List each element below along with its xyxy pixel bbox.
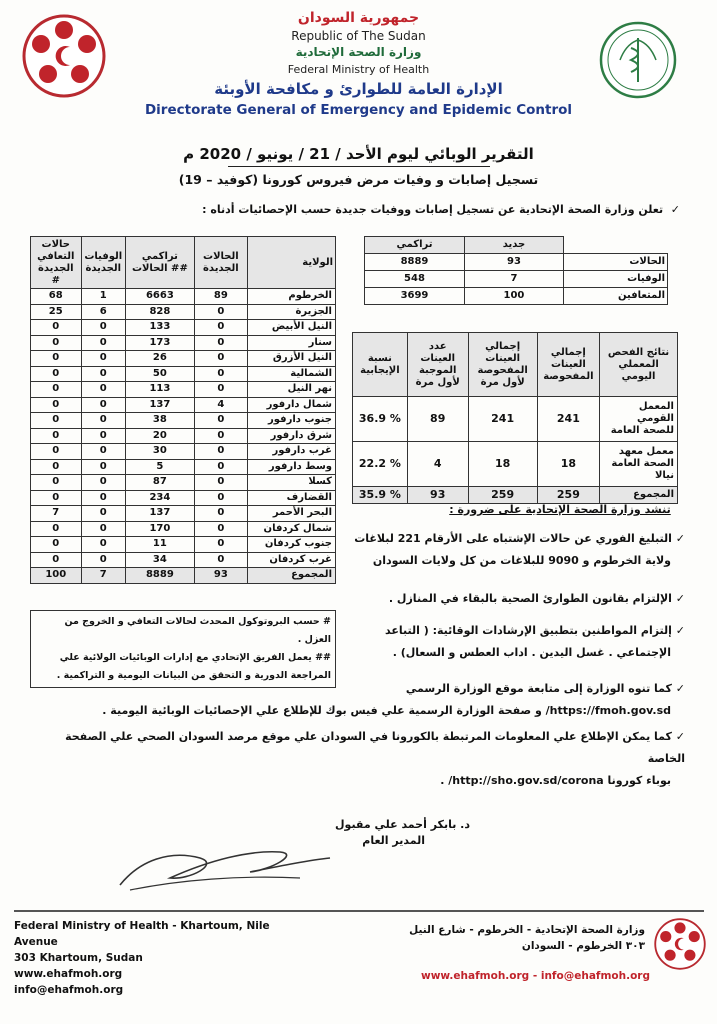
summary-cell-total: 8889	[365, 254, 465, 271]
lab-cell-positive: 89	[407, 397, 468, 442]
cell-new-deaths: 0	[81, 459, 126, 475]
advice-item	[40, 620, 685, 664]
summary-cell-new: 93	[464, 254, 563, 271]
cell-new-deaths: 6	[81, 304, 126, 320]
cell-total-cases: 173	[126, 335, 195, 351]
cell-state: وسط دارفور	[247, 459, 335, 475]
cell-total-cases: 38	[126, 413, 195, 429]
table-row	[31, 428, 336, 444]
cell-total-cases: 6663	[126, 289, 195, 305]
summary-cell-total: 3699	[365, 288, 465, 305]
summary-cell-label: المتعافين	[563, 288, 667, 305]
cell-new-deaths: 0	[81, 320, 126, 336]
summary-cell-new: 100	[464, 288, 563, 305]
title-underline	[228, 166, 490, 167]
table-row	[31, 351, 336, 367]
cell-new-recovered: 0	[31, 382, 82, 398]
col-state: الولاية	[247, 237, 335, 289]
checkmark-icon: ✓	[671, 624, 685, 637]
cell-new-deaths: 0	[81, 382, 126, 398]
cell-new-cases: 0	[194, 521, 247, 537]
checkmark-icon: ✓	[671, 730, 685, 743]
lab-col-total-samples: إجمالي العينات المفحوصة	[537, 333, 599, 397]
cell-new-recovered: 0	[31, 490, 82, 506]
cell-new-deaths: 7	[81, 568, 126, 584]
cell-state: القضارف	[247, 490, 335, 506]
cell-new-cases: 0	[194, 537, 247, 553]
cell-state: الخرطوم	[247, 289, 335, 305]
summary-table	[364, 236, 668, 305]
cell-new-recovered: 0	[31, 475, 82, 491]
cell-state: المجموع	[247, 568, 335, 584]
cell-state: الشمالية	[247, 366, 335, 382]
advice-line-1: التبليغ الفوري عن حالات الإشتباه على الأرقام 221 لبلاغات	[354, 532, 672, 545]
summary-row	[365, 271, 668, 288]
cell-total-cases: 137	[126, 506, 195, 522]
table-row	[31, 444, 336, 460]
cell-new-cases: 0	[194, 552, 247, 568]
cell-new-recovered: 0	[31, 351, 82, 367]
intro-line	[160, 203, 680, 216]
cell-new-recovered: 0	[31, 335, 82, 351]
cell-new-recovered: 68	[31, 289, 82, 305]
lab-cell-total: 259	[537, 487, 599, 504]
advice-line-1: الإلتزام بقانون الطوارئ الصحية بالبقاء في المنازل .	[388, 592, 672, 605]
lab-col-rate: نسبة الإيجابية	[353, 333, 408, 397]
advice-line-1: إلتزام المواطنين بتطبيق الإرشادات الوقائية: ( التباعد	[385, 624, 672, 637]
cell-new-cases: 0	[194, 351, 247, 367]
cell-new-recovered: 0	[31, 428, 82, 444]
cell-new-recovered: 0	[31, 537, 82, 553]
cell-new-cases: 0	[194, 413, 247, 429]
note-2: ## يعمل الفريق الإتحادي مع إدارات الوبائيات الولائية علي المراجعة الدورية و التحقق من البيانات اليومية و التراكمية .	[56, 652, 331, 681]
cell-new-cases: 0	[194, 366, 247, 382]
summary-row	[365, 254, 668, 271]
footer-ar-line-1: وزارة الصحة الإتحادية - الخرطوم - شارع النيل	[409, 924, 645, 936]
advice-line-1: كما يمكن الإطلاع علي المعلومات المرتبطة بالكورونا في السودان علي موقع مرصد السودان الصحي علي الصفحة الخاصة	[65, 730, 685, 765]
cell-new-deaths: 0	[81, 521, 126, 537]
advice-line-2: الإجتماعي . غسل اليدين . اداب العطس و السعال) .	[392, 646, 671, 659]
checkmark-icon: ✓	[671, 592, 685, 605]
table-row	[31, 413, 336, 429]
report-title: التقرير الوبائي ليوم الأحد / 21 / يونيو / 2020 م	[183, 145, 534, 163]
cell-state: البحر الأحمر	[247, 506, 335, 522]
cell-new-deaths: 0	[81, 475, 126, 491]
checkmark-icon: ✓	[671, 682, 685, 695]
cell-new-recovered: 0	[31, 397, 82, 413]
cell-state: النيل الأزرق	[247, 351, 335, 367]
cell-state: غرب كردفان	[247, 552, 335, 568]
lab-cell-name: المجموع	[600, 487, 678, 504]
cell-new-cases: 0	[194, 490, 247, 506]
cell-new-cases: 0	[194, 444, 247, 460]
header-republic-ar: جمهورية السودان	[297, 10, 420, 26]
cell-total-cases: 11	[126, 537, 195, 553]
table-row	[31, 382, 336, 398]
header-ministry-ar: وزارة الصحة الإتحادية	[295, 45, 422, 59]
footer-emblem-icon	[654, 918, 706, 970]
col-new-deaths: الوفيات الجديدة	[81, 237, 126, 289]
cell-total-cases: 5	[126, 459, 195, 475]
cell-new-deaths: 0	[81, 351, 126, 367]
advice-item	[40, 726, 685, 792]
lab-cell-first: 241	[468, 397, 537, 442]
cell-new-recovered: 25	[31, 304, 82, 320]
cell-new-deaths: 0	[81, 444, 126, 460]
cell-new-cases: 0	[194, 335, 247, 351]
cell-new-deaths: 0	[81, 537, 126, 553]
lab-cell-rate: 36.9 %	[353, 397, 408, 442]
cell-total-cases: 34	[126, 552, 195, 568]
footer-en-line-3: www.ehafmoh.org	[14, 968, 123, 980]
footer-en	[14, 918, 314, 998]
cell-new-recovered: 0	[31, 552, 82, 568]
col-total-cases: تراكمي الحالات ##	[126, 237, 195, 289]
cell-new-deaths: 0	[81, 490, 126, 506]
cell-state: النيل الأبيض	[247, 320, 335, 336]
signature-role: المدير العام	[362, 834, 425, 847]
cell-new-recovered: 0	[31, 320, 82, 336]
cell-new-cases: 0	[194, 320, 247, 336]
cell-state: سنار	[247, 335, 335, 351]
cell-total-cases: 87	[126, 475, 195, 491]
checkmark-icon: ✓	[671, 532, 685, 545]
cell-new-recovered: 0	[31, 521, 82, 537]
cell-new-deaths: 0	[81, 506, 126, 522]
advice-heading: تنشد وزارة الصحة الإتحادية على ضرورة :	[449, 503, 671, 516]
cell-new-cases: 4	[194, 397, 247, 413]
footer-en-line-4: info@ehafmoh.org	[14, 984, 124, 996]
footer-en-line-1: Federal Ministry of Health - Khartoum, Nile Avenue	[14, 920, 270, 948]
signature-scribble	[100, 830, 340, 900]
lab-cell-positive: 4	[407, 442, 468, 487]
lab-cell-total: 18	[537, 442, 599, 487]
col-new-recovered: حالات التعافي الجديدة #	[31, 237, 82, 289]
advice-item	[40, 588, 685, 610]
cell-total-cases: 234	[126, 490, 195, 506]
cell-state: شمال كردفان	[247, 521, 335, 537]
checkmark-icon: ✓	[663, 203, 680, 216]
cell-new-cases: 0	[194, 382, 247, 398]
table-row	[31, 490, 336, 506]
summary-cell-new: 7	[464, 271, 563, 288]
summary-cell-label: الوفيات	[563, 271, 667, 288]
cell-total-cases: 30	[126, 444, 195, 460]
cell-state: نهر النيل	[247, 382, 335, 398]
header-directorate-en: Directorate General of Emergency and Epidemic Control	[144, 102, 573, 118]
cell-new-deaths: 0	[81, 335, 126, 351]
lab-table	[352, 332, 678, 504]
cell-total-cases: 113	[126, 382, 195, 398]
advice-line-1: كما تنوه الوزارة إلى متابعة موقع الوزارة الرسمي	[405, 682, 672, 695]
table-row	[31, 335, 336, 351]
table-row	[31, 506, 336, 522]
cell-total-cases: 8889	[126, 568, 195, 584]
report-subtitle: تسجيل إصابات و وفيات مرض فيروس كورونا (كوفيد – 19)	[178, 172, 539, 187]
lab-cell-first: 18	[468, 442, 537, 487]
cell-new-deaths: 0	[81, 397, 126, 413]
table-row	[31, 475, 336, 491]
cell-state: كسلا	[247, 475, 335, 491]
lab-total-row	[353, 487, 678, 504]
cell-new-recovered: 0	[31, 459, 82, 475]
table-row	[31, 304, 336, 320]
advice-item	[40, 678, 685, 722]
table-row	[31, 459, 336, 475]
footer-ar-line-2: ٣٠٣ الخرطوم - السودان	[521, 940, 645, 952]
header-ministry-en: Federal Ministry of Health	[287, 63, 430, 76]
cell-new-cases: 0	[194, 459, 247, 475]
cell-total-cases: 26	[126, 351, 195, 367]
cell-state: جنوب كردفان	[247, 537, 335, 553]
lab-col-lab: نتائج الفحص المعملي اليومي	[600, 333, 678, 397]
cell-total-cases: 50	[126, 366, 195, 382]
footer-web-link[interactable]: www.ehafmoh.org - info@ehafmoh.org	[421, 970, 650, 982]
advice-line-2: ولاية الخرطوم و 9090 للبلاغات من كل ولايات السودان	[372, 554, 671, 567]
cell-state: شرق دارفور	[247, 428, 335, 444]
summary-table-wrapper	[364, 236, 668, 305]
advice-item	[40, 528, 685, 572]
table-row	[31, 366, 336, 382]
summary-col-new: جديد	[464, 237, 563, 254]
cell-new-recovered: 100	[31, 568, 82, 584]
cell-new-recovered: 7	[31, 506, 82, 522]
lab-col-positive: عدد العينات الموجبة لأول مرة	[407, 333, 468, 397]
summary-col-total: تراكمي	[365, 237, 465, 254]
summary-cell-total: 548	[365, 271, 465, 288]
footer-divider	[14, 910, 704, 912]
cell-new-cases: 89	[194, 289, 247, 305]
table-row	[31, 289, 336, 305]
lab-row	[353, 397, 678, 442]
signature-name: د. بابكر أحمد علي مقبول	[335, 818, 470, 831]
cell-state: الجزيرة	[247, 304, 335, 320]
lab-cell-name: معمل معهد الصحة العامة نيالا	[600, 442, 678, 487]
header-directorate-ar: الإدارة العامة للطوارئ و مكافحة الأوبئة	[214, 80, 503, 98]
cell-new-deaths: 0	[81, 552, 126, 568]
footer-ar	[360, 922, 645, 954]
lab-cell-rate: 22.2 %	[353, 442, 408, 487]
cell-new-cases: 0	[194, 304, 247, 320]
lab-cell-rate: 35.9 %	[353, 487, 408, 504]
lab-table-wrapper	[352, 332, 678, 504]
footer-en-line-2: 303 Khartoum, Sudan	[14, 952, 143, 964]
cell-total-cases: 828	[126, 304, 195, 320]
advice-line-2: بوباء كورونا http://sho.gov.sd/corona/ .	[440, 774, 671, 787]
lab-cell-positive: 93	[407, 487, 468, 504]
cell-new-cases: 93	[194, 568, 247, 584]
cell-state: غرب دارفور	[247, 444, 335, 460]
lab-col-first-samples: إجمالي العينات المفحوصة لأول مرة	[468, 333, 537, 397]
cell-new-deaths: 0	[81, 413, 126, 429]
table-row	[31, 320, 336, 336]
cell-state: جنوب دارفور	[247, 413, 335, 429]
cell-new-cases: 0	[194, 506, 247, 522]
cell-new-recovered: 0	[31, 366, 82, 382]
cell-total-cases: 20	[126, 428, 195, 444]
intro-text: تعلن وزارة الصحة الإتحادية عن تسجيل إصابات ووفيات جديدة حسب الإحصائيات أدناه :	[202, 203, 664, 216]
table-row	[31, 397, 336, 413]
cell-total-cases: 137	[126, 397, 195, 413]
cell-new-recovered: 0	[31, 444, 82, 460]
summary-cell-label: الحالات	[563, 254, 667, 271]
note-1: # حسب البروتوكول المحدث لحالات التعافي و الخروج من العزل .	[64, 616, 331, 645]
cell-total-cases: 170	[126, 521, 195, 537]
cell-total-cases: 133	[126, 320, 195, 336]
header-republic-en: Republic of The Sudan	[291, 29, 426, 43]
lab-cell-first: 259	[468, 487, 537, 504]
cell-new-recovered: 0	[31, 413, 82, 429]
col-new-cases: الحالات الجديدة	[194, 237, 247, 289]
lab-cell-total: 241	[537, 397, 599, 442]
advice-line-2: https://fmoh.gov.sd/ و صفحة الوزارة الرسمية علي فيس بوك للإطلاع علي الإحصائيات الوبائية اليومية .	[102, 704, 671, 717]
cell-new-deaths: 0	[81, 366, 126, 382]
cell-new-cases: 0	[194, 475, 247, 491]
lab-cell-name: المعمل القومي للصحة العامة	[600, 397, 678, 442]
summary-row	[365, 288, 668, 305]
cell-state: شمال دارفور	[247, 397, 335, 413]
lab-row	[353, 442, 678, 487]
cell-new-deaths: 1	[81, 289, 126, 305]
cell-new-cases: 0	[194, 428, 247, 444]
cell-new-deaths: 0	[81, 428, 126, 444]
